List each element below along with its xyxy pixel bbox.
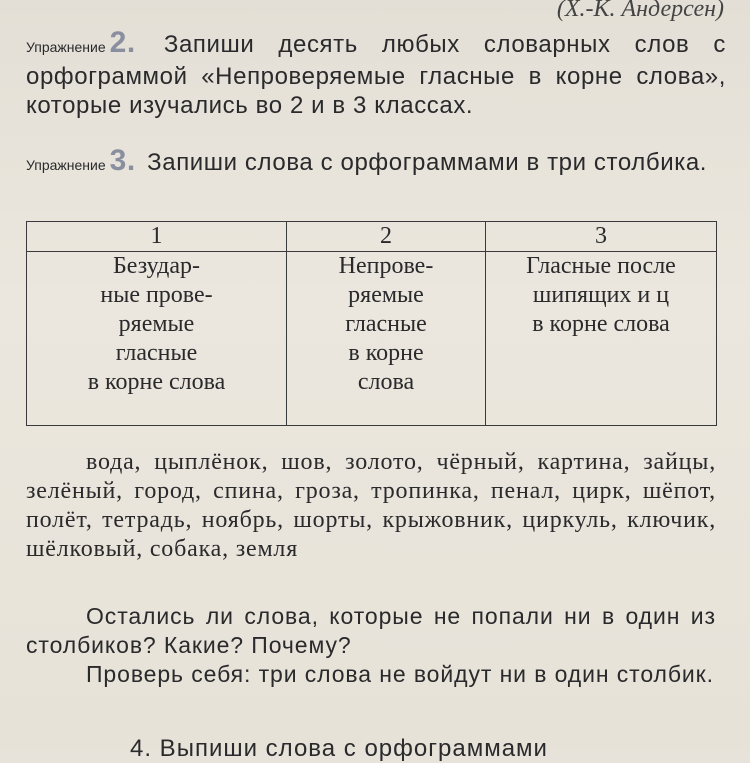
exercise-label: Упражнение — [26, 39, 106, 55]
column-cell-2: Непрове- ряемые гласные в корне слова — [287, 252, 486, 426]
word-list-text: вода, цыплёнок, шов, золото, чёрный, картина, зайцы, зелёный, город, спина, гроза, тропинка, пенал, цирк, шёпот, полёт, тетрадь, ноябрь, шорты, крыжовник, циркуль, ключик, шёлковый, собака, земля — [26, 449, 716, 562]
exercise-text: Запиши десять любых словарных слов с орфограммой «Непроверяемые гласные в корне слова», которые изучались во 2 и в 3 классах. — [26, 31, 726, 119]
column-header-3: 3 — [486, 222, 717, 252]
exercise-2 — [26, 28, 726, 120]
exercise-number: 2. — [109, 26, 136, 59]
exercise-3 — [26, 146, 726, 180]
column-header-1: 1 — [27, 222, 287, 252]
exercise-number: 3. — [109, 144, 136, 177]
check-paragraph — [26, 660, 716, 689]
column-header-2: 2 — [287, 222, 486, 252]
check-text: Проверь себя: три слова не войдут ни в один столбик. — [86, 661, 714, 687]
columns-table — [26, 221, 717, 426]
question-text: Остались ли слова, которые не попали ни в один из столбиков? Какие? Почему? — [26, 603, 716, 658]
column-cell-3: Гласные после шипящих и ц в корне слова — [486, 252, 717, 426]
word-list — [26, 448, 716, 564]
column-cell-1: Безудар- ные прове- ряемые гласные в корне слова — [27, 252, 287, 426]
question-paragraph — [26, 602, 716, 660]
exercise-text: Запиши слова с орфограммами в три столбика. — [147, 149, 708, 176]
exercise-label: Упражнение — [26, 157, 106, 173]
author-attribution: (Х.-К. Андерсен) — [556, 0, 724, 22]
next-exercise-partial: 4. Выпиши слова с орфограммами — [130, 735, 548, 762]
